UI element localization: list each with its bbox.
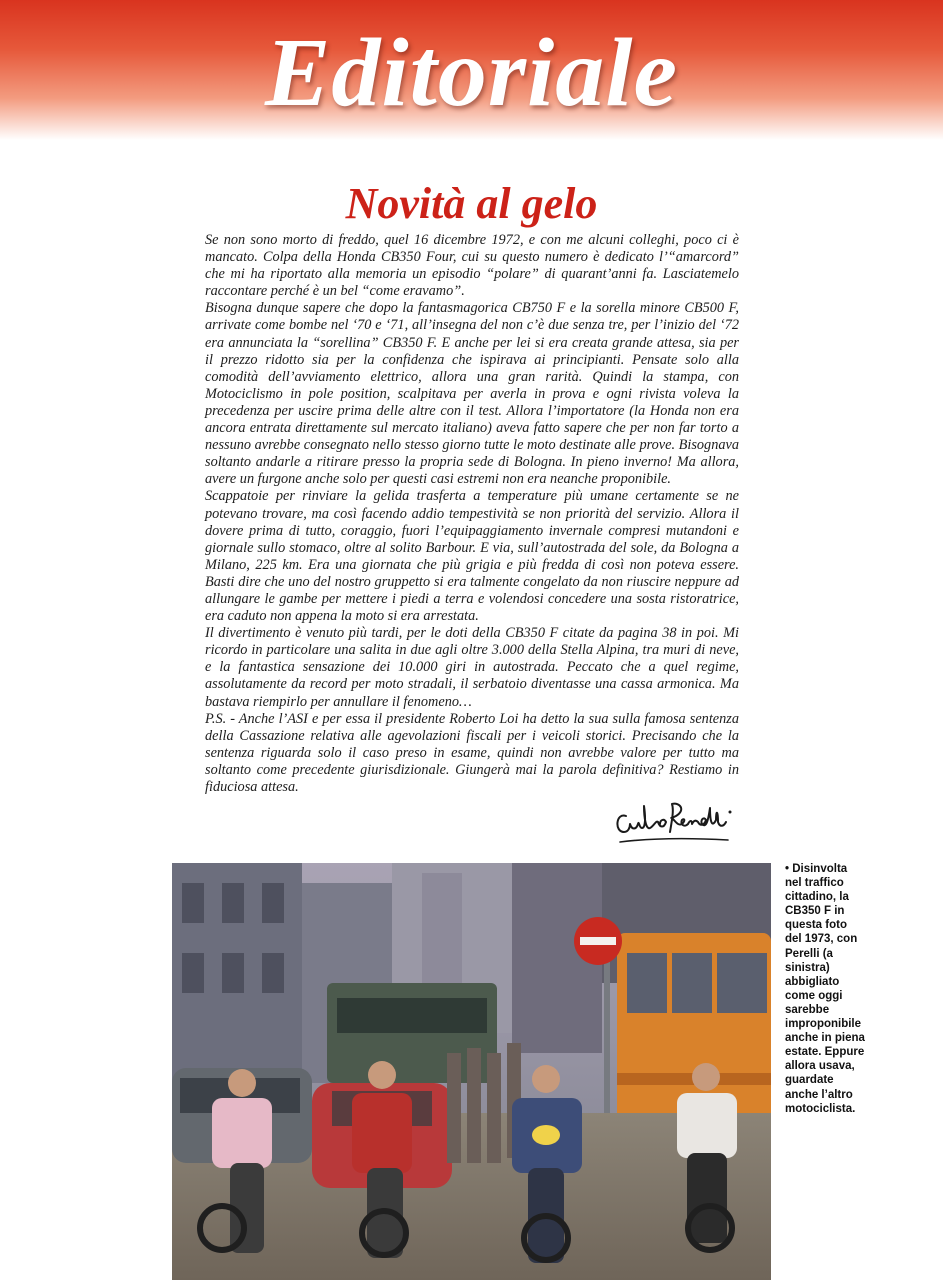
article-paragraph: Scappatoie per rinviare la gelida trasferta a temperature più umane certamente se ne potevano trovare, ma così facendo addio tempestività se non priorità del servizio. Allora il dovere prima di tutto, coraggio, fuori l’equipaggiamento invernale compresi mutandoni e giornale sullo stomaco, oltre al solito Barbour. E via, sull’autostrada del sole, da Bologna a Milano, 225 km. Era una giornata che più grigia e più fredda di così non poteva essere. Basti dire che uno del nostro gruppetto si era talmente congelato da non riuscire neppure ad allungare le gambe per mettere i piedi a terra e volendosi concedere una sosta ristoratrice, era caduto non appena la moto si era arrestata. — [205, 488, 739, 625]
motorcycle-street-photo — [172, 863, 771, 1280]
header-banner — [0, 0, 943, 140]
article-paragraph: Se non sono morto di freddo, quel 16 dicembre 1972, e con me alcuni colleghi, poco ci è mancato. Colpa della Honda CB350 Four, cui su questo numero è dedicato l’“amarcord” che mi ha riportato alla memoria un episodio “polare” di quarant’anni fa. Lasciatemelo raccontare perché è un bel “come eravamo”. — [205, 232, 739, 300]
article-headline: Novità al gelo — [345, 179, 598, 228]
article-body — [205, 232, 739, 796]
article-paragraph: P.S. - Anche l’ASI e per essa il presidente Roberto Loi ha detto la sua sulla famosa sentenza della Cassazione relativa alle agevolazioni fiscali per i veicoli storici. Precisando che la sentenza riguarda solo il caso preso in esame, quindi non avrebbe valore per tutto ma soltanto come precedente giurisdizionale. Giungerà mai la parola definitiva? Restiamo in fiduciosa attesa. — [205, 710, 739, 795]
photo-caption: • Disinvolta nel traffico cittadino, la CB350 F in questa foto del 1973, con Perelli (a sinistra) abbigliato come oggi sarebbe improponibile anche in piena estate. Eppure allora usava, guardate anche l’altro motociclista. — [785, 863, 865, 1115]
section-title: Editoriale — [265, 19, 678, 127]
author-signature — [612, 798, 742, 850]
article-paragraph: Il divertimento è venuto più tardi, per le doti della CB350 F citate da pagina 38 in poi. Mi ricordo in particolare una salita in due agli oltre 3.000 della Stella Alpina, tra muri di neve, e la fantastica sensazione dei 10.000 giri in autostrada. Peccato che a quel regime, assolutamente da record per moto stradali, il serbatoio diventasse una cassa armonica. Ma bastava riempirlo per annullare il fenomeno… — [205, 625, 739, 710]
street-photo — [172, 863, 771, 1280]
article-paragraph: Bisogna dunque sapere che dopo la fantasmagorica CB750 F e la sorella minore CB500 F, arrivate come bombe nel ‘70 e ‘71, all’insegna del non c’è due senza tre, per l’inizio del ‘72 era annunciata la “sorellina” CB350 F. E anche per lei si era creata grande attesa, sia per il prezzo ridotto sia per la confidenza che ispirava ai principianti. Pensate solo alla comodità dell’avviamento elettrico, allora una gran rarità. Quindi la stampa, con Motociclismo in pole position, scalpitava per averla in prova e ogni rivista voleva la precedenza per uscire prima delle altre con il test. Allora l’importatore (la Honda non era ancora entrata direttamente sul mercato italiano) aveva fatto sapere che per non far torto a nessuno avrebbe consegnato nello stesso giorno tutte le moto destinate alle prove. Bisognava soltanto andarle a ritirare presso la propria sede di Bologna. In pieno inverno! Ma allora, avere un furgone anche solo per questi casi estremi non era neanche proponibile. — [205, 300, 739, 488]
signature-scribble — [612, 798, 742, 850]
